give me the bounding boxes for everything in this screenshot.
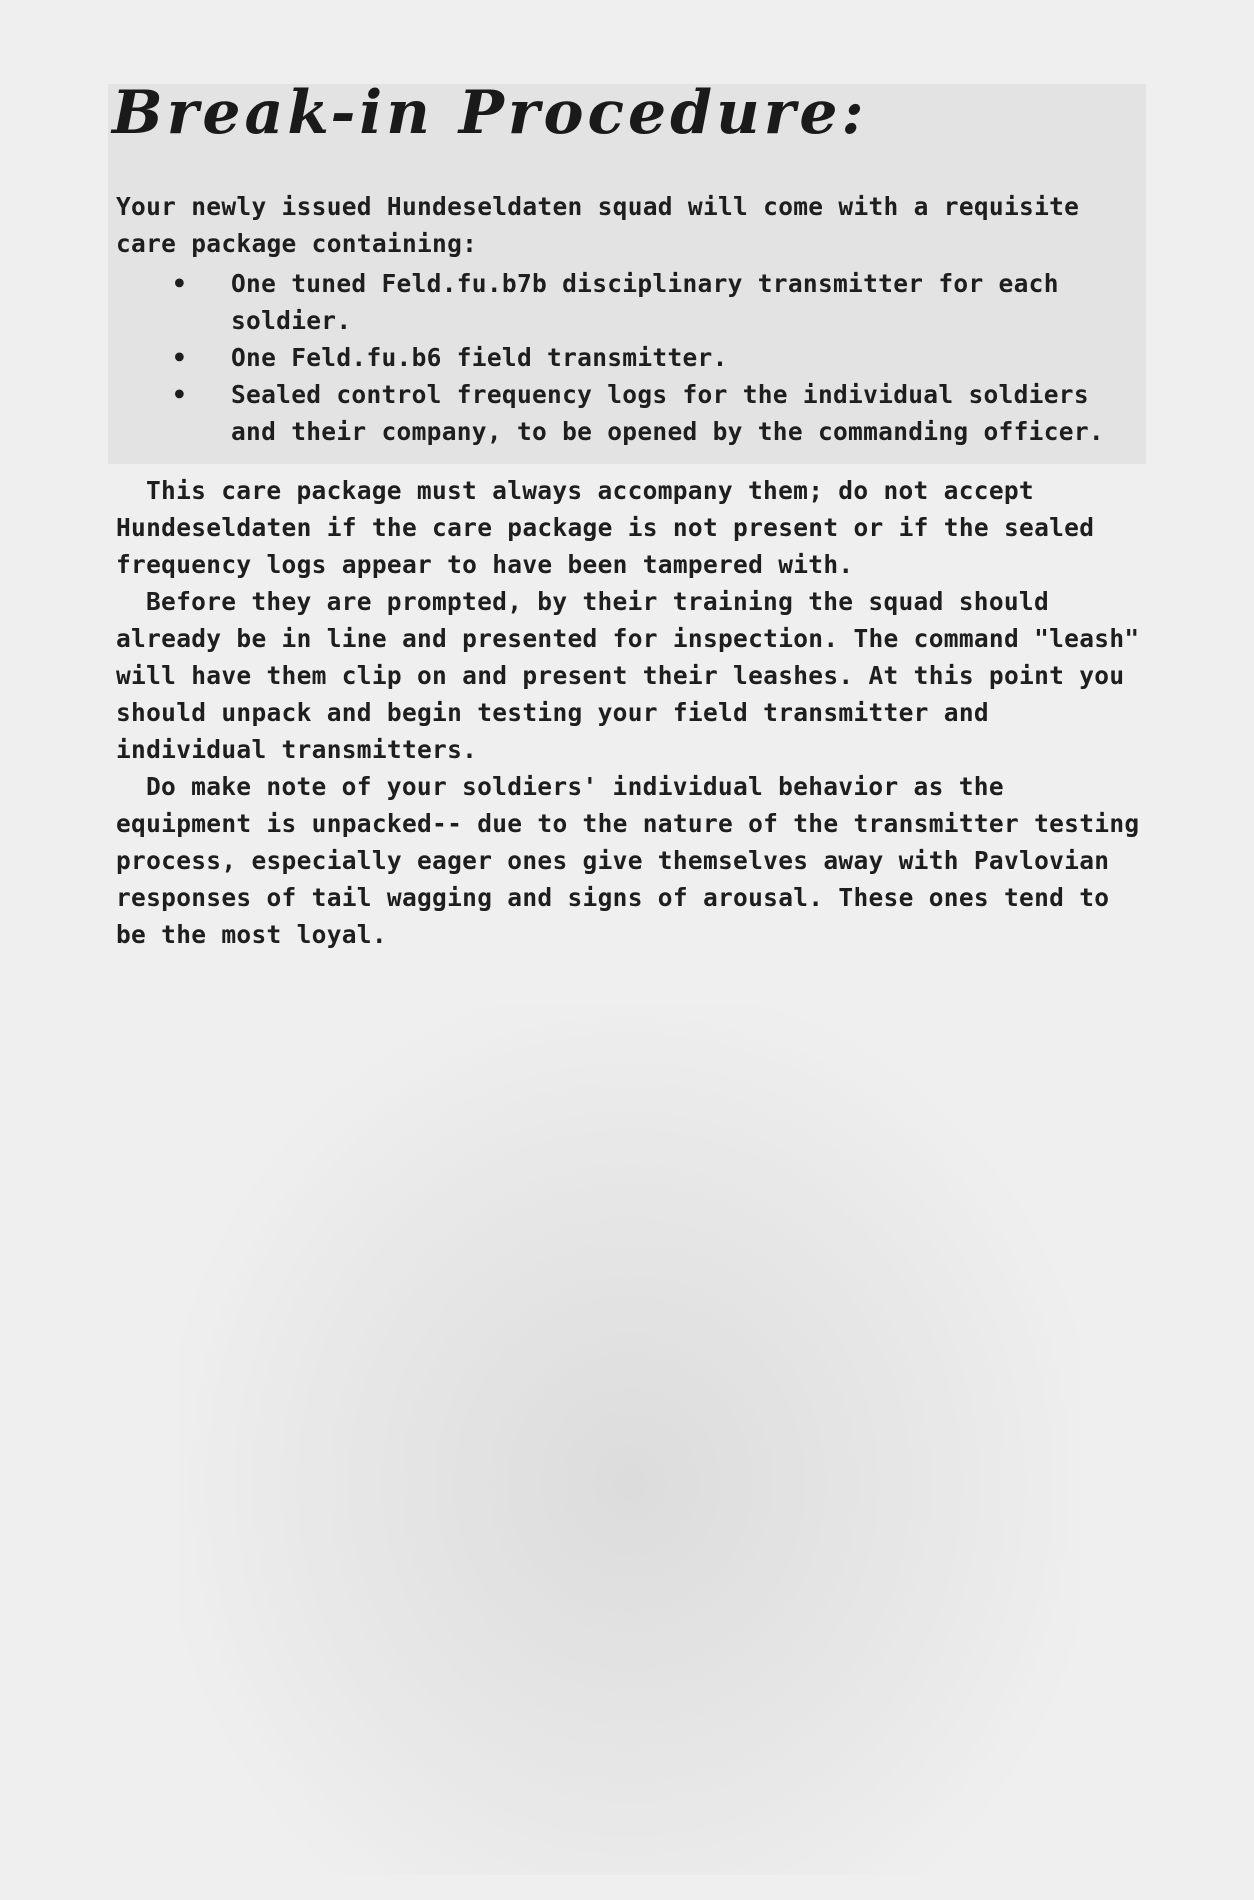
body-text xyxy=(116,188,1146,953)
bullet-icon: • xyxy=(172,269,188,298)
list-item xyxy=(116,376,1146,450)
paragraph: This care package must always accompany them; do not accept Hundeseldaten if the care package is not present or if the sealed frequency logs appear to have been tampered with. xyxy=(116,476,1095,579)
list-item-text: One tuned Feld.fu.b7b disciplinary transmitter for each soldier. xyxy=(231,269,1059,335)
list-item-text: Sealed control frequency logs for the individual soldiers and their company, to be opened by the commanding officer. xyxy=(231,380,1104,446)
page-title: Break-in Procedure: xyxy=(112,78,868,148)
list-item xyxy=(116,339,1146,376)
bullet-icon: • xyxy=(172,343,188,372)
illustration xyxy=(180,1005,1080,1875)
care-package-list xyxy=(116,265,1146,450)
paragraph: Before they are prompted, by their training the squad should already be in line and presented for inspection. The command "leash" will have them clip on and present their leashes. At this point you should unpack and begin testing your field transmitter and individual transmitters. xyxy=(116,587,1140,764)
list-item-text: One Feld.fu.b6 field transmitter. xyxy=(231,343,728,372)
list-item xyxy=(116,265,1146,339)
intro-paragraph: Your newly issued Hundeseldaten squad will come with a requisite care package containing: xyxy=(116,192,1080,258)
paragraph: Do make note of your soldiers' individual behavior as the equipment is unpacked-- due to the nature of the transmitter testing process, especially eager ones give themselves away with Pavlovian responses of tail wagging and signs of arousal. These ones tend to be the most loyal. xyxy=(116,772,1140,949)
bullet-icon: • xyxy=(172,380,188,409)
